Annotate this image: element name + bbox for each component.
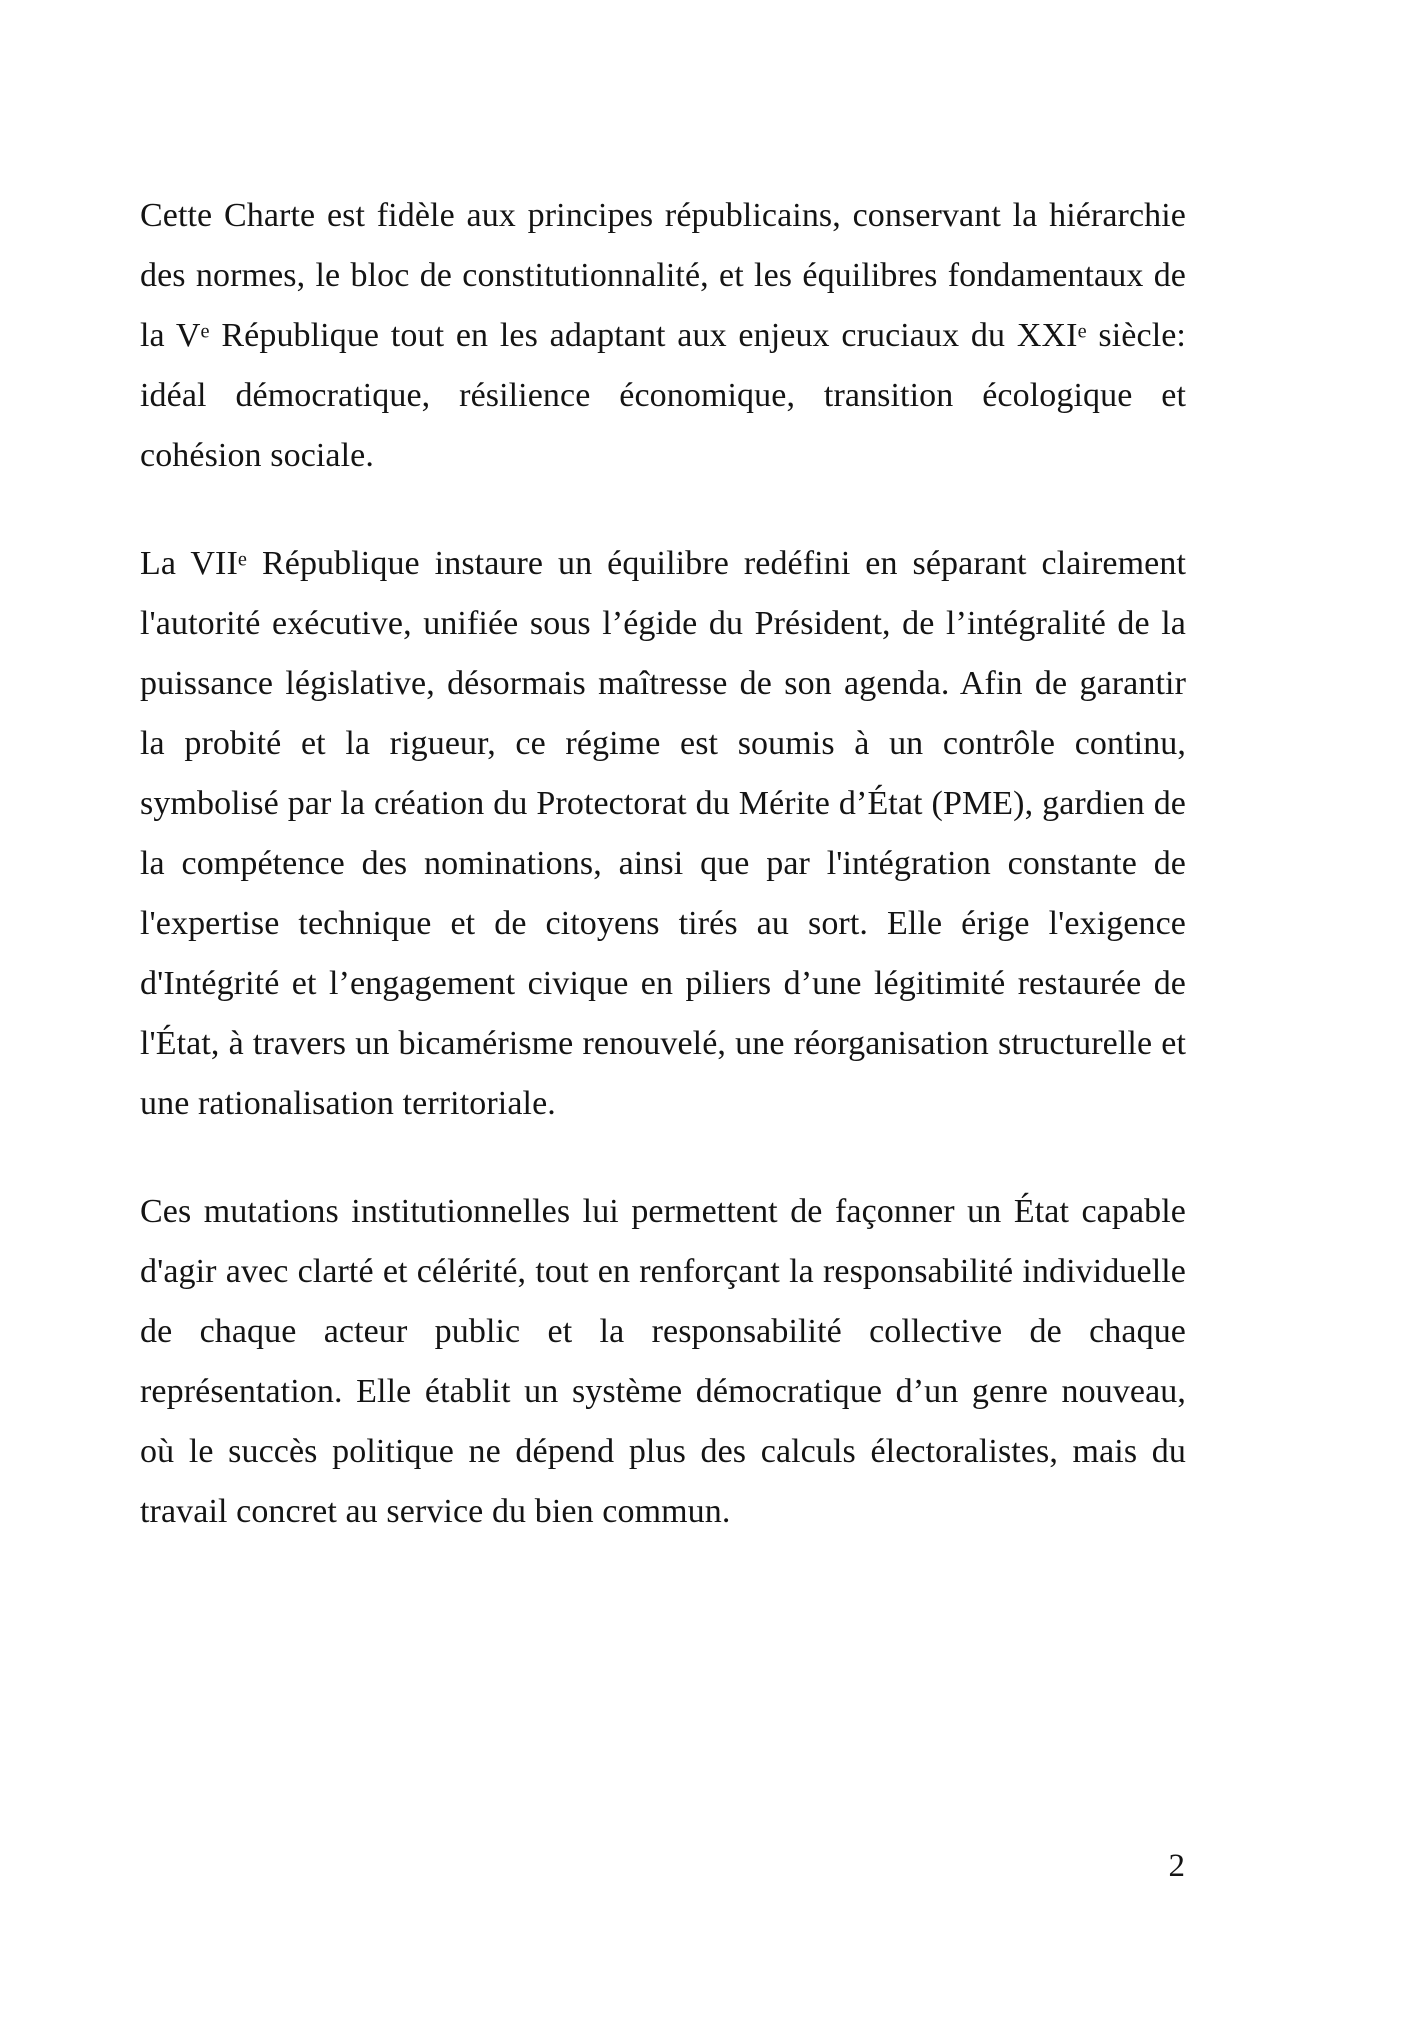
document-body — [140, 186, 1186, 1542]
page-number: 2 — [1168, 1848, 1185, 1884]
paragraph-text: siècle: idéal démocratique, résilience économique, transition écologique et cohésion sociale. — [140, 317, 1186, 474]
paragraph — [140, 534, 1186, 1134]
ordinal-superscript: e — [1077, 320, 1087, 343]
paragraph — [140, 186, 1186, 486]
paragraph-text: Cette Charte est fidèle aux principes républicains, conservant la hiérarchie des normes, le bloc de constitutionnalité, et les équilibres fondamentaux de la V — [140, 197, 1186, 354]
ordinal-superscript: e — [237, 548, 248, 571]
paragraph-text: La VII — [140, 545, 238, 582]
paragraph-text: République instaure un équilibre redéfini en séparant clairement l'autorité exécutive, unifiée sous l’égide du Président, de l’intégralité de la puissance législative, désormais maîtresse de son agenda. Afin de garantir la probité et la rigueur, ce régime est soumis à un contrôle continu, symbolisé par la création du Protectorat du Mérite d’État (PME), gardien de la compétence des nominations, ainsi que par l'intégration constante de l'expertise technique et de citoyens tirés au sort. Elle érige l'exigence d'Intégrité et l’engagement civique en piliers d’une légitimité restaurée de l'État, à travers un bicamérisme renouvelé, une réorganisation structurelle et une rationalisation territoriale. — [140, 545, 1187, 1122]
ordinal-superscript: e — [200, 320, 210, 343]
paragraph-text: Ces mutations institutionnelles lui permettent de façonner un État capable d'agir avec clarté et célérité, tout en renforçant la responsabilité individuelle de chaque acteur public et la responsabilité collective de chaque représentation. Elle établit un système démocratique d’un genre nouveau, où le succès politique ne dépend plus des calculs électoralistes, mais du travail concret au service du bien commun. — [140, 1193, 1186, 1530]
paragraph — [140, 1182, 1186, 1542]
paragraph-text: République tout en les adaptant aux enjeux cruciaux du XXI — [209, 317, 1078, 354]
